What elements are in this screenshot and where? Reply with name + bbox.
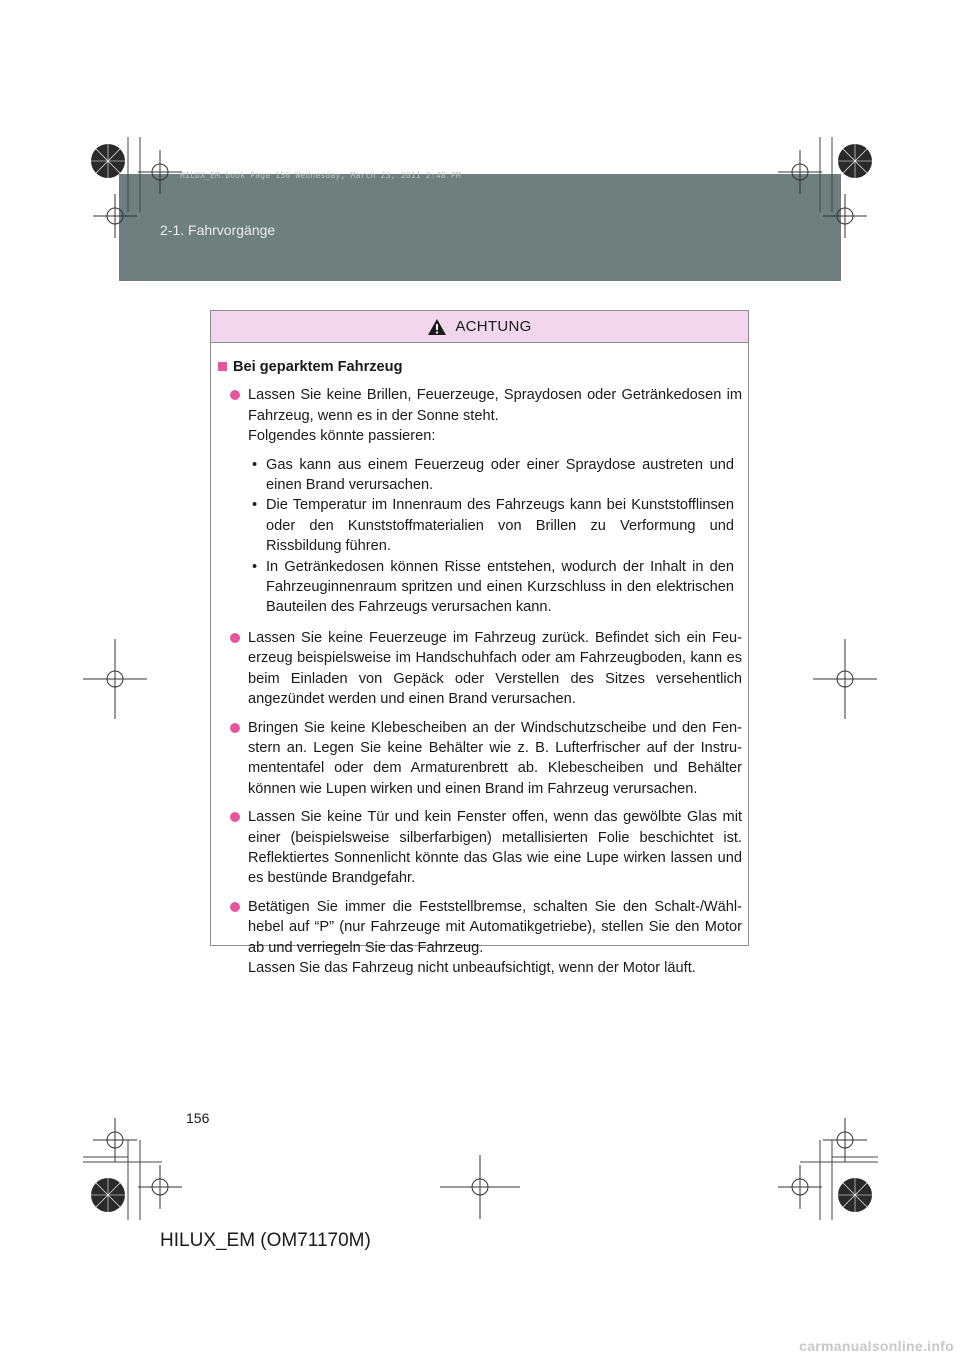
circle-bullet-icon xyxy=(230,633,240,643)
circle-bullet-icon xyxy=(230,723,240,733)
bullet-item: • Gas kann aus einem Feuerzeug oder einer Spraydose austreten und einen Brand verursachen. xyxy=(252,456,734,494)
warning-body xyxy=(211,343,748,978)
circle-bullet-icon xyxy=(230,390,240,400)
footer-manual-code: HILUX_EM (OM71170M) xyxy=(160,1230,371,1251)
warning-subheading: Bei geparktem Fahrzeug xyxy=(217,357,742,377)
warning-label: ACHTUNG xyxy=(455,318,532,335)
warning-box xyxy=(210,310,749,976)
warning-header xyxy=(211,311,748,343)
item-intro: Lassen Sie keine Brillen, Feuerzeuge, Spraydosen oder Getränkedosen im Fahrzeug, wenn es in der Sonne steht. xyxy=(248,387,742,424)
list-item: Lassen Sie keine Feuerzeuge im Fahrzeug zurück. Befindet sich ein Feuerzeug beispielsweise im Handschuhfach oder am Fahrzeugboden, kann es beim Einladen von Gepäck oder Verstellen des Sitzes versehentlich angezündet werden und einen Brand verursachen. xyxy=(217,628,742,710)
list-item: Betätigen Sie immer die Feststellbremse, schalten Sie den Schalt-/Wählhebel auf “P” (nur Fahrzeuge mit Automatikgetriebe), stellen Sie den Motor ab und verriegeln Sie das Fahrzeug. Lassen Sie das Fahrzeug nicht unbeaufsichtigt, wenn der Motor läuft. xyxy=(217,897,742,979)
list-item: Lassen Sie keine Tür und kein Fenster offen, wenn das gewölbte Glas mit einer (beispielsweise silberfarbigen) metallisierten Folie beschichtet ist. Reflektiertes Sonnenlicht könnte das Glas wie eine Lupe wirken lassen und es bestünde Brandgefahr. xyxy=(217,807,742,889)
circle-bullet-icon xyxy=(230,812,240,822)
square-bullet-icon xyxy=(218,362,227,371)
list-item: Bringen Sie keine Klebescheiben an der Windschutzscheibe und den Fenstern an. Legen Sie keine Behälter wie z. B. Lufterfrischer auf der Instrumententafel oder dem Armaturenbrett ab. Klebescheiben und Behälter können wie Lupen wirken und einen Brand im Fahrzeug verursachen. xyxy=(217,718,742,800)
book-info-line: HILUX_EM.book Page 156 Wednesday, March 23, 2011 2:48 PM xyxy=(180,171,461,180)
item-intro-2: Folgendes könnte passieren: xyxy=(248,428,436,445)
page-number: 156 xyxy=(186,1110,210,1126)
bullet-item: • In Getränkedosen können Risse entstehen, wodurch der Inhalt in den Fahrzeuginnenraum spritzen und einen Kurzschluss in den elektrischen Bauteilen des Fahrzeugs verursachen kann. xyxy=(252,558,734,616)
bullet-item: • Die Temperatur im Innenraum des Fahrzeugs kann bei Kunststofflinsen oder den Kunststoffmaterialien von Brillen zu Verformung und Rissbildung führen. xyxy=(252,497,734,555)
section-title: 2-1. Fahrvorgänge xyxy=(160,222,276,238)
list-item xyxy=(217,385,742,619)
watermark: carmanualsonline.info xyxy=(799,1338,954,1354)
bullet-list xyxy=(248,455,742,618)
warning-triangle-icon xyxy=(427,318,447,336)
circle-bullet-icon xyxy=(230,902,240,912)
